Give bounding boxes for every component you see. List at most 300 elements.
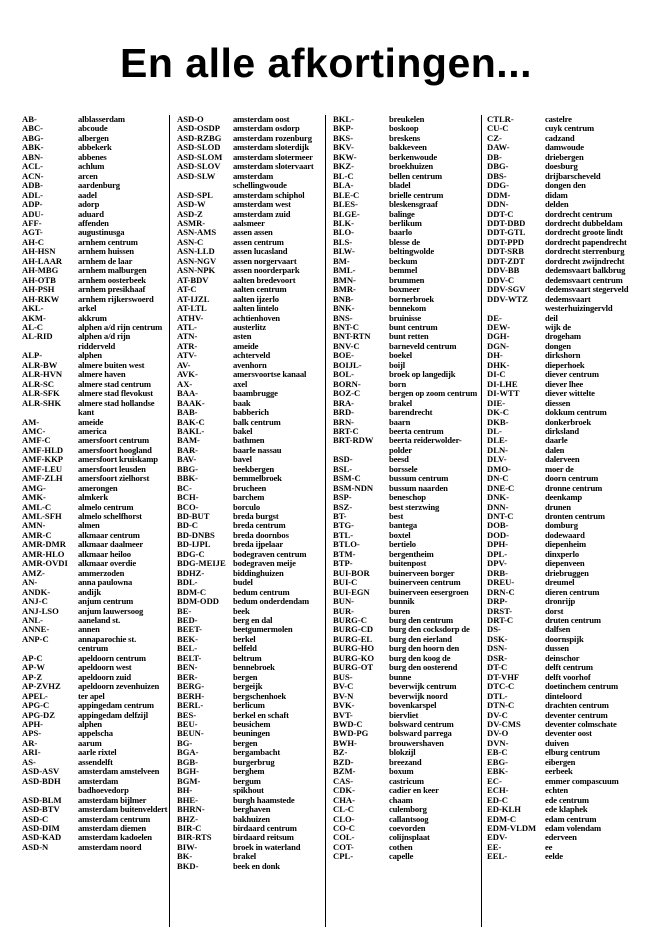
station-name: berkel en schaft	[233, 709, 289, 720]
station-name: arnhem de laar	[78, 255, 133, 266]
station-name: baak	[233, 397, 251, 408]
station-name: dirksland	[545, 425, 579, 436]
station-code: AL-RID	[22, 331, 53, 342]
station-name: achlum	[78, 161, 105, 172]
station-code: DDT-GTL	[487, 227, 526, 238]
abbreviation-row	[177, 597, 323, 606]
station-code: BNK-	[333, 303, 355, 314]
station-name: buinerveen borger	[389, 567, 455, 578]
station-code: DB-	[487, 151, 502, 162]
station-name: aalten centrum	[233, 284, 287, 295]
station-code: BBG-	[177, 463, 199, 474]
station-name: burgerbrug	[233, 756, 275, 767]
station-name: breda ijpelaar	[233, 539, 284, 550]
station-name: breezand	[389, 756, 422, 767]
station-code: AH-LAAR	[22, 255, 63, 266]
station-name: boxmeer	[389, 284, 420, 295]
station-code: BVK-	[333, 700, 355, 711]
station-code: BKW-	[333, 151, 357, 162]
station-code: BML-	[333, 265, 356, 276]
station-name: domburg	[545, 520, 578, 531]
station-name: bergentheim	[389, 548, 434, 559]
station-code: EE-	[487, 841, 502, 852]
station-name: bunne	[389, 671, 412, 682]
station-name: bedum onderdendam	[233, 596, 310, 607]
station-code: EDM-VLDM	[487, 822, 537, 833]
station-code: BHRN-	[177, 804, 205, 815]
station-name: borssele	[389, 463, 418, 474]
station-name: amsterdam sloterdijk	[233, 142, 310, 153]
station-name: bergschenhoek	[233, 690, 286, 701]
station-name: edam centrum	[545, 813, 597, 824]
station-name: bakhuizen	[233, 813, 270, 824]
station-name: achterveld	[233, 350, 271, 361]
station-code: APG-DZ	[22, 709, 55, 720]
station-name: driebruggen	[545, 567, 589, 578]
station-code: BDM-C	[177, 586, 207, 597]
station-code: CZ-	[487, 132, 502, 143]
abbreviation-row	[487, 295, 647, 314]
station-name: dinxperlo	[545, 548, 579, 559]
station-name: bergen	[233, 737, 258, 748]
station-code: ASN-NGV	[177, 255, 217, 266]
station-name: boxtel	[389, 529, 411, 540]
station-code: BGB-	[177, 756, 199, 767]
station-name: amsterdam noord	[78, 841, 142, 852]
station-code: BTP-	[333, 558, 353, 569]
station-code: DSK-	[487, 633, 508, 644]
station-code: BT-	[333, 511, 347, 522]
station-name: dongen den	[545, 180, 586, 191]
station-name: dordrecht groote lindt	[545, 227, 624, 238]
abbreviation-column-4	[487, 115, 647, 862]
station-code: ED-C	[487, 794, 509, 805]
station-name: ameide	[233, 340, 259, 351]
abbreviation-row	[487, 843, 647, 852]
station-name: beverwijk noord	[389, 690, 448, 701]
station-name: burg den hoorn den	[389, 643, 460, 654]
station-name: emmer compascuum	[545, 775, 619, 786]
station-code: AT-C	[177, 284, 197, 295]
abbreviation-row	[177, 370, 323, 379]
station-code: BEUN-	[177, 728, 204, 739]
station-name: alkmaar daalmeer	[78, 539, 143, 550]
station-code: BUR-	[333, 605, 355, 616]
station-code: BTG-	[333, 520, 355, 531]
station-code: BMR-	[333, 284, 356, 295]
station-name: dalfsen	[545, 624, 571, 635]
abbreviation-row	[22, 332, 168, 351]
station-code: AMF-ZLH	[22, 473, 63, 484]
station-name: brucheen	[233, 482, 267, 493]
station-name: apeldoorn centrum	[78, 652, 146, 663]
station-name: amsterdam centrum	[78, 813, 151, 824]
station-code: BDM-ODD	[177, 596, 220, 607]
station-code: BD-DNBS	[177, 529, 215, 540]
station-code: APS-	[22, 728, 42, 739]
station-name: bakel	[233, 425, 253, 436]
station-name: doorn centrum	[545, 473, 599, 484]
station-code: BOL-	[333, 369, 355, 380]
station-code: BEK-	[177, 633, 199, 644]
station-name: dirkshorn	[545, 350, 581, 361]
station-code: BEN-	[177, 662, 198, 673]
station-name: annaparochie st. centrum	[78, 633, 137, 654]
station-name: ee	[545, 841, 553, 852]
station-name: assen norgervaart	[233, 255, 297, 266]
station-code: BUN-	[333, 596, 355, 607]
station-code: DDG-	[487, 180, 509, 191]
station-name: bunt centrum	[389, 321, 438, 332]
station-code: DMO-	[487, 463, 511, 474]
station-code: AH-HSN	[22, 246, 56, 257]
station-code: ALR-SFK	[22, 388, 60, 399]
station-code: BNT-RTN	[333, 331, 371, 342]
station-name: dordrecht sterrenburg	[545, 246, 625, 257]
station-name: beltingwolde	[389, 246, 434, 257]
station-name: axel	[233, 378, 248, 389]
station-name: moer de	[545, 463, 574, 474]
station-name: affenden	[78, 217, 109, 228]
station-name: delft voorhof	[545, 671, 591, 682]
station-name: amsterdam kadoelen	[78, 832, 152, 843]
station-name: brielle centrum	[389, 189, 444, 200]
station-name: bennebroek	[233, 662, 275, 673]
station-name: capelle	[389, 851, 414, 862]
station-code: BKZ-	[333, 161, 355, 172]
station-name: balinge	[389, 208, 415, 219]
station-name: almere buiten west	[78, 359, 145, 370]
station-code: BRT-C	[333, 425, 359, 436]
station-code: AMR-HLO	[22, 548, 65, 559]
station-name: arnhem presikhaaf	[78, 284, 146, 295]
station-name: amsterdam schiphol	[233, 189, 305, 200]
station-code: ANNE-	[22, 624, 50, 635]
station-code: AMF-C	[22, 435, 51, 446]
station-name: bussum centrum	[389, 473, 449, 484]
station-code: BERG-	[177, 681, 205, 692]
station-name: barchem	[233, 492, 265, 503]
station-code: BZ-	[333, 747, 348, 758]
station-code: EDM-C	[487, 813, 517, 824]
station-name: dalen	[545, 444, 565, 455]
station-code: APEL-	[22, 690, 48, 701]
station-name: brummen	[389, 274, 425, 285]
station-code: ASD-RZBG	[177, 132, 222, 143]
station-code: CTLR-	[487, 114, 514, 124]
station-name: alkmaar heiloo	[78, 548, 131, 559]
station-code: DLV-	[487, 454, 507, 465]
station-code: ASD-BDH	[22, 775, 61, 786]
station-code: DPH-	[487, 539, 509, 550]
station-name: bergambacht	[233, 747, 281, 758]
station-code: BBK-	[177, 473, 199, 484]
station-name: aduard	[78, 208, 104, 219]
station-name: beneschop	[389, 492, 426, 503]
station-code: BOIJL-	[333, 359, 362, 370]
station-code: BAK-C	[177, 416, 205, 427]
station-code: ASD-N	[22, 841, 49, 852]
station-code: DREU-	[487, 577, 515, 588]
station-name: castelre	[545, 114, 572, 124]
station-name: doetinchem centrum	[545, 681, 618, 692]
station-code: COL-	[333, 832, 355, 843]
station-name: alphen a/d rijn ridderveld	[78, 331, 131, 351]
station-code: BEET-	[177, 624, 203, 635]
station-code: ALR-BW	[22, 359, 58, 370]
station-code: DSN-	[487, 643, 508, 654]
station-name: almelo centrum	[78, 501, 134, 512]
station-name: ameide	[78, 416, 104, 427]
station-name: beerta reiderwolder-polder	[389, 435, 462, 455]
station-name: chaam	[389, 794, 413, 805]
station-code: DDT-C	[487, 208, 514, 219]
station-name: bedum centrum	[233, 586, 290, 597]
station-name: amsterdam oost	[233, 114, 290, 124]
station-name: alkmaar centrum	[78, 529, 140, 540]
station-code: DKB-	[487, 416, 509, 427]
station-code: BSM-C	[333, 473, 361, 484]
station-code: ATHV-	[177, 312, 204, 323]
station-code: EC-	[487, 775, 502, 786]
station-name: alkmaar overdie	[78, 558, 136, 569]
station-name: eerbeek	[545, 766, 573, 777]
station-code: ASN-LLD	[177, 246, 215, 257]
station-code: DNN-	[487, 501, 509, 512]
station-code: BSP-	[333, 492, 352, 503]
station-code: AKL-	[22, 303, 44, 314]
station-code: BAV-	[177, 454, 197, 465]
station-code: BG-	[177, 737, 193, 748]
station-name: birdaard reitsum	[233, 832, 294, 843]
station-name: arnhem malburgen	[78, 265, 147, 276]
station-name: babberich	[233, 407, 269, 418]
station-code: DT-C	[487, 662, 508, 673]
station-name: arcen	[78, 170, 98, 181]
station-name: amsterdam zuid	[233, 208, 291, 219]
station-name: aarle rixtel	[78, 747, 117, 758]
abbreviation-row	[333, 503, 479, 512]
station-name: aaneland st.	[78, 615, 121, 626]
station-code: BEL-	[177, 643, 198, 654]
station-name: cadzand	[545, 132, 575, 143]
station-name: boskoop	[389, 123, 419, 134]
station-code: BH-	[177, 785, 193, 796]
station-name: alphen a/d rijn centrum	[78, 321, 163, 332]
station-code: ALR-SC	[22, 378, 54, 389]
station-code: DI-C	[487, 369, 506, 380]
station-code: DEW-	[487, 321, 511, 332]
station-code: DDV-WTZ	[487, 293, 528, 304]
station-name: belfeld	[233, 643, 257, 654]
station-name: deenkamp	[545, 492, 583, 503]
station-code: AKM-	[22, 312, 46, 323]
station-code: DTL-	[487, 690, 508, 701]
station-code: BSL-	[333, 463, 353, 474]
station-name: bathmen	[233, 435, 265, 446]
station-name: daarle	[545, 435, 568, 446]
station-code: ASD-W	[177, 199, 206, 210]
station-name: bergen	[233, 671, 258, 682]
station-name: aadel	[78, 189, 97, 200]
station-code: DDV-SGV	[487, 284, 526, 295]
station-code: AMF-LEU	[22, 463, 63, 474]
station-code: DS-	[487, 624, 501, 635]
station-name: albergen	[78, 132, 109, 143]
station-name: breukelen	[389, 114, 425, 124]
station-code: CO-C	[333, 822, 355, 833]
station-name: akkrum	[78, 312, 107, 323]
station-code: BGA-	[177, 747, 199, 758]
station-code: DRP-	[487, 596, 508, 607]
station-name: balk centrum	[233, 416, 281, 427]
station-name: ter apel	[78, 690, 105, 701]
station-name: wijk de	[545, 321, 571, 332]
station-name: apeldoorn zuid	[78, 671, 132, 682]
station-code: BUS-	[333, 671, 353, 682]
station-code: DTN-C	[487, 700, 515, 711]
station-name: cadier en keer	[389, 785, 439, 796]
station-name: bellen centrum	[389, 170, 443, 181]
station-name: aalten lintelo	[233, 303, 279, 314]
station-code: BDHZ-	[177, 567, 205, 578]
station-name: amersfoort leusden	[78, 463, 146, 474]
station-name: bavel	[233, 454, 252, 465]
station-name: bergum	[233, 775, 261, 786]
station-code: AFF-	[22, 217, 42, 228]
station-name: doesburg	[545, 161, 578, 172]
station-name: bunt retten	[389, 331, 429, 342]
station-code: DRST-	[487, 605, 512, 616]
station-code: BIR-RTS	[177, 832, 212, 843]
station-name: bakkeveen	[389, 142, 427, 153]
station-code: EB-C	[487, 747, 508, 758]
station-name: deventer oost	[545, 728, 592, 739]
station-name: dedemsvaart stegerveld	[545, 284, 629, 295]
station-code: BKP-	[333, 123, 354, 134]
station-name: breda centrum	[233, 520, 286, 531]
station-name: diessen	[545, 397, 571, 408]
station-code: ATL-	[177, 321, 197, 332]
station-name: bussum naarden	[389, 482, 448, 493]
station-name: assendelft	[78, 756, 113, 767]
station-code: AV-	[177, 359, 191, 370]
station-code: BLK-	[333, 217, 355, 228]
station-code: DRB-	[487, 567, 509, 578]
station-code: DNE-C	[487, 482, 515, 493]
station-code: BER-	[177, 671, 198, 682]
station-code: DTC-C	[487, 681, 515, 692]
station-code: BM-	[333, 255, 350, 266]
station-name: augustinusga	[78, 227, 125, 238]
station-code: BHZ-	[177, 813, 199, 824]
station-code: ALR-HVN	[22, 369, 63, 380]
station-name: bunnik	[389, 596, 415, 607]
station-name: almere stad hollandse kant	[78, 397, 155, 418]
station-code: BUI-EGN	[333, 586, 370, 597]
station-code: DV-C	[487, 709, 508, 720]
station-code: BDG-C	[177, 548, 205, 559]
station-code: ASD-O	[177, 114, 204, 124]
station-name: amsterdam slotermeer	[233, 151, 313, 162]
station-code: BAB-	[177, 407, 198, 418]
station-name: didam	[545, 189, 568, 200]
column-divider	[481, 115, 482, 927]
station-code: DSR-	[487, 652, 508, 663]
station-name: diever wittelte	[545, 388, 595, 399]
station-name: dedemsvaart centrum	[545, 274, 623, 285]
station-name: alphen	[78, 719, 102, 729]
station-code: ABC-	[22, 123, 44, 134]
station-name: bolsward parrega	[389, 728, 452, 739]
station-code: BD-C	[177, 520, 199, 531]
station-code: DRN-C	[487, 586, 515, 597]
station-code: ASD-SLOV	[177, 161, 221, 172]
station-code: AMF-HLD	[22, 444, 64, 455]
station-code: BTLO-	[333, 539, 360, 550]
station-name: arnhem rijkerswoerd	[78, 293, 154, 304]
station-name: anjum lauwersoog	[78, 605, 144, 616]
station-name: colijnsplaat	[389, 832, 430, 843]
station-name: achtienhoven	[233, 312, 280, 323]
station-code: DDT-DBD	[487, 217, 526, 228]
station-name: ede centrum	[545, 794, 589, 805]
station-code: BK-	[177, 851, 193, 862]
station-name: dinteloord	[545, 690, 582, 701]
station-code: CHA-	[333, 794, 355, 805]
station-name: boijl	[389, 359, 405, 370]
station-code: DN-C	[487, 473, 509, 484]
abbreviation-row	[487, 833, 647, 842]
station-code: ATN-	[177, 331, 198, 342]
station-name: borculo	[233, 501, 260, 512]
station-name: beerta centrum	[389, 425, 444, 436]
station-code: BRA-	[333, 397, 355, 408]
station-code: BE-	[177, 605, 192, 616]
station-code: BLW-	[333, 246, 355, 257]
station-name: barneveld centrum	[389, 340, 457, 351]
station-name: dorst	[545, 605, 564, 616]
station-code: AL-C	[22, 321, 44, 332]
station-name: burg den centrum	[389, 615, 453, 626]
station-code: DOD-	[487, 529, 509, 540]
station-name: edam volendam	[545, 822, 602, 833]
station-code: AP-ZVHZ	[22, 681, 61, 692]
station-code: AMR-DMR	[22, 539, 66, 550]
station-name: almere stad flevokust	[78, 388, 153, 399]
station-name: baambrugge	[233, 388, 278, 399]
station-code: APG-C	[22, 700, 50, 711]
station-name: birdaard centrum	[233, 822, 297, 833]
station-code: BRN-	[333, 416, 355, 427]
station-code: ASD-Z	[177, 208, 203, 219]
station-code: BGM-	[177, 775, 201, 786]
station-name: beek	[233, 605, 250, 616]
station-code: BRT-RDW	[333, 435, 374, 446]
station-name: buitenpost	[389, 558, 427, 569]
station-name: assen centrum	[233, 236, 284, 247]
station-code: DDV-BB	[487, 265, 520, 276]
station-code: AR-	[22, 737, 38, 748]
station-name: almere haven	[78, 369, 126, 380]
station-code: ASMR-	[177, 217, 206, 228]
station-name: amersvoortse kanaal	[233, 369, 307, 380]
station-code: BKL-	[333, 114, 355, 124]
station-code: BOZ-C	[333, 388, 361, 399]
abbreviation-row	[333, 852, 479, 861]
station-code: DDN-	[487, 199, 509, 210]
station-code: BVT-	[333, 709, 353, 720]
